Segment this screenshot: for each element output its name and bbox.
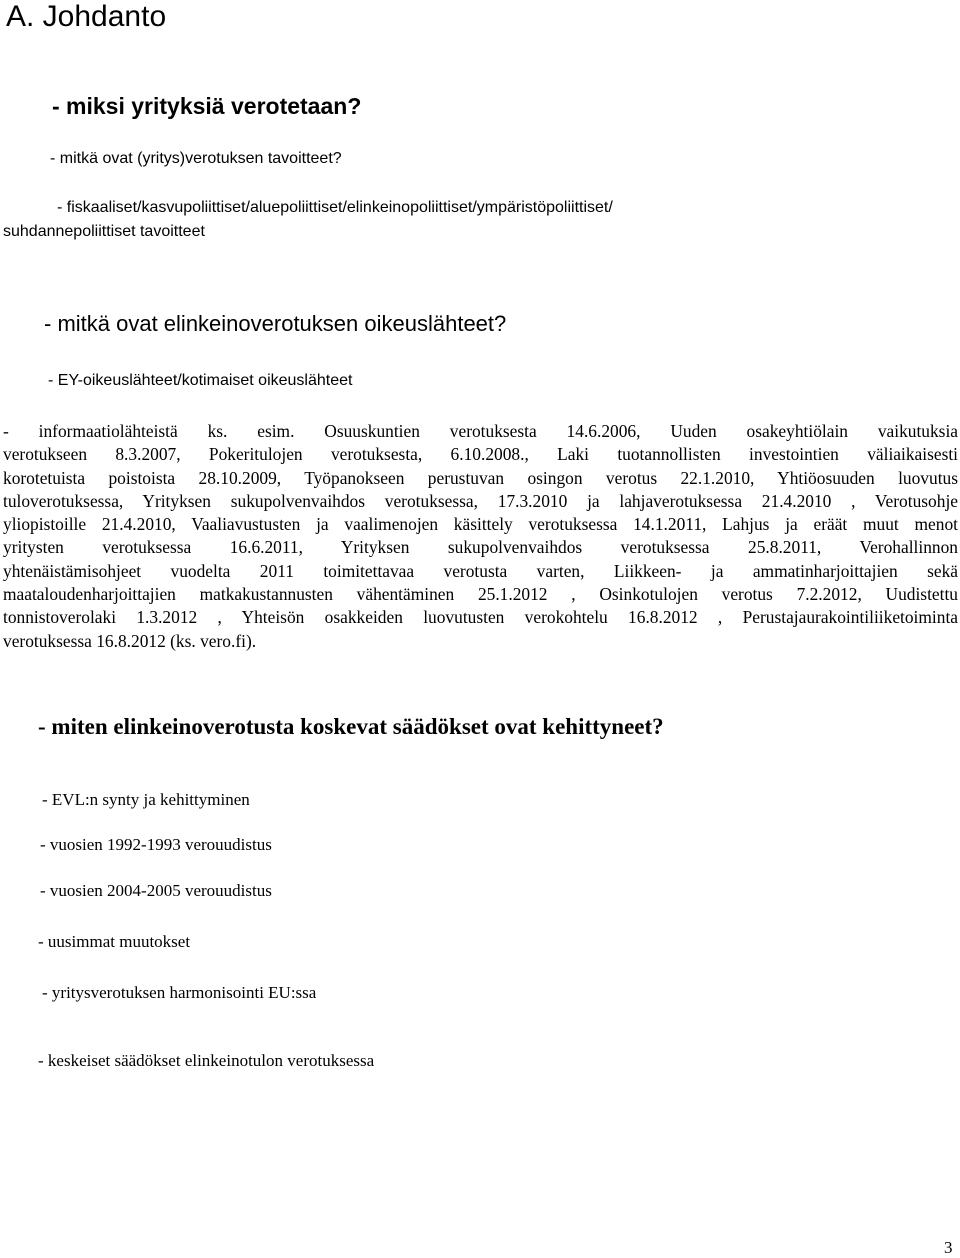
section-heading-development: - miten elinkeinoverotusta koskevat säädökset ovat kehittyneet?: [38, 714, 664, 739]
paragraph-fragment: yliopistoille 21.4.2010,: [3, 514, 192, 535]
paragraph-line: tuloverotuksessa, Yrityksen sukupolvenvaihdos verotuksessa, 17.3.2010 ja lahjaverotuksessa 21.4.2010 , Verotusohje: [3, 490, 958, 511]
paragraph-line: yritysten verotuksessa 16.6.2011, Yrityksen sukupolvenvaihdos verotuksessa 25.8.2011, Verohallinnon: [3, 537, 958, 558]
paragraph-line: - informaatiolähteistä ks. esim. Osuuskuntien verotuksesta 14.6.2006, Uuden osakeyhtiölain vaikutuksia: [3, 421, 958, 441]
subquestion-tax-goals: - mitkä ovat (yritys)verotuksen tavoitteet?: [50, 150, 342, 167]
list-item: - EVL:n synty ja kehittyminen: [42, 790, 250, 809]
information-sources-paragraph: [3, 420, 958, 653]
paragraph-line: tonnistoverolaki 1.3.2012 , Yhteisön osakkeiden luovutusten verokohtelu 16.8.2012 , Perustajaurakointiliiketoiminta: [3, 607, 958, 628]
paragraph-line: [3, 513, 958, 536]
section-heading-why-tax: - miksi yrityksiä verotetaan?: [52, 93, 362, 119]
goals-detail-line-1: - fiskaaliset/kasvupoliittiset/aluepoliittiset/elinkeinopoliittiset/ympäristöpoliittiset/: [57, 199, 613, 216]
list-item: - keskeiset säädökset elinkeinotulon verotuksessa: [38, 1051, 375, 1070]
list-item: - vuosien 2004-2005 verouudistus: [40, 881, 272, 900]
list-item: - vuosien 1992-1993 verouudistus: [40, 835, 272, 854]
page-title: A. Johdanto: [6, 0, 167, 33]
list-item: - yritysverotuksen harmonisointi EU:ssa: [42, 983, 317, 1002]
list-item: - uusimmat muutokset: [38, 932, 191, 951]
paragraph-line: verotukseen 8.3.2007, Pokeritulojen verotuksesta, 6.10.2008., Laki tuotannollisten investointien väliaikaisesti: [3, 444, 958, 465]
paragraph-line: verotuksessa 16.8.2012 (ks. vero.fi).: [3, 630, 257, 651]
goals-detail-line-2: suhdannepoliittiset tavoitteet: [3, 223, 205, 240]
paragraph-line: maataloudenharjoittajien matkakustannusten vähentäminen 25.1.2012 , Osinkotulojen verotus 7.2.2012, Uudistettu: [3, 584, 958, 605]
paragraph-line: korotetuista poistoista 28.10.2009, Työpanokseen perustuvan osingon verotus 22.1.2010, Yhtiöosuuden luovutus: [3, 467, 958, 488]
page-number: 3: [944, 1238, 953, 1257]
section-heading-legal-sources: - mitkä ovat elinkeinoverotuksen oikeuslähteet?: [44, 311, 507, 336]
paragraph-line: yhtenäistämisohjeet vuodelta 2011 toimitettavaa verotusta varten, Liikkeen- ja ammatinharjoittajien sekä: [3, 560, 958, 581]
subquestion-legal-sources: - EY-oikeuslähteet/kotimaiset oikeuslähteet: [48, 372, 353, 389]
paragraph-fragment: Vaaliavustusten ja vaalimenojen käsittely verotuksessa 14.1.2011, Lahjus ja eräät muut menot: [191, 514, 958, 535]
